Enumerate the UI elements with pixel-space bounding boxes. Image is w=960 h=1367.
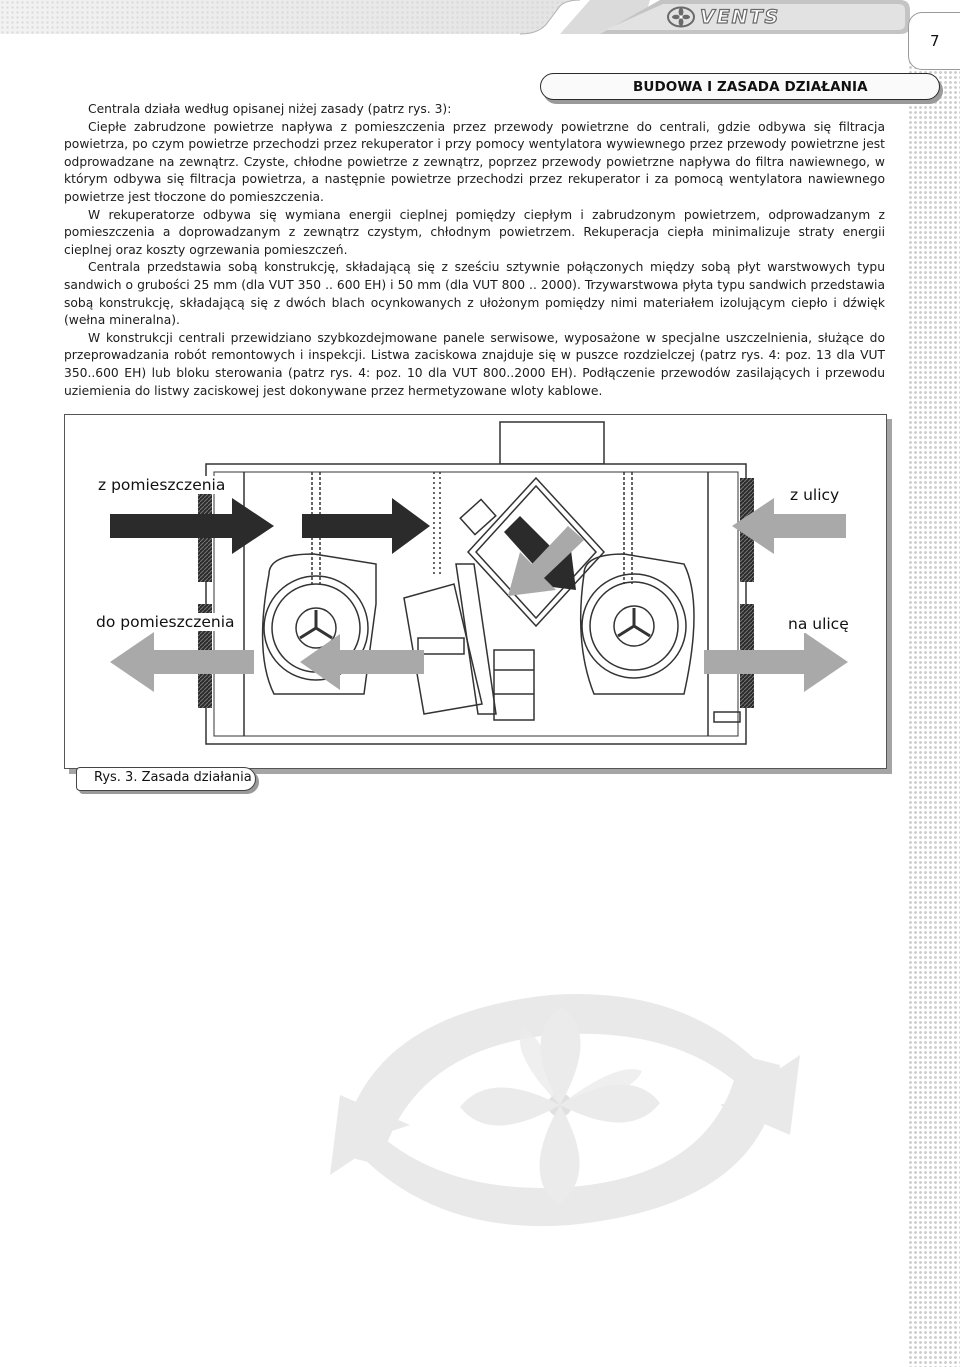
paragraph-intro: Centrala działa według opisanej niżej zasady (patrz rys. 3): <box>88 102 452 116</box>
label-from-street: z ulicy <box>790 486 840 504</box>
operating-principle-diagram <box>64 414 887 769</box>
right-dot-column <box>908 60 960 1367</box>
fan-logo-icon <box>666 6 696 28</box>
fan-watermark-icon <box>300 955 820 1255</box>
paragraph-service-panels: W konstrukcji centrali przewidziano szybkozdejmowane panele serwisowe, wyposażone w specjalne uszczelnienia, służące do przeprowadzania robót remontowych i inspekcji. Listwa zaciskowa znajduje się w puszce rozdzielczej (patrz rys. 4: poz. 13 dla VUT 350..600 EH) lub bloku sterowania (patrz rys. 4: poz. 10 dla VUT 800..2000 EH). Podłączenie przewodów zasilających i przewodu uziemienia do listwy zaciskowej jest dokonywane przez hermetyzowane wloty kablowe. <box>64 330 885 398</box>
brand-logo <box>664 6 820 28</box>
figure-caption: Rys. 3. Zasada działania <box>94 770 252 785</box>
label-to-room: do pomieszczenia <box>96 613 235 631</box>
paragraph-recuperator: W rekuperatorze odbywa się wymiana energii cieplnej pomiędzy ciepłym i zabrudzonym powietrzem, odprowadzanym z pomieszczenia a doprowadzanym z zewnątrz czystym, chłodnym powietrzem. Rekuperacja ciepła minimalizuje straty energii cieplnej oraz koszty ogrzewania pomieszczeń. <box>64 207 885 257</box>
section-title: BUDOWA I ZASADA DZIAŁANIA <box>633 79 868 95</box>
brand-name: VENTS <box>700 6 781 28</box>
paragraph-construction: Centrala przedstawia sobą konstrukcję, składającą się z sześciu sztywnie połączonych między sobą płyt warstwowych typu sandwich o grubości 25 mm (dla VUT 350 .. 600 EH) i 50 mm (dla VUT 800 .. 2000). Trzywarstwowa płyta typu sandwich przedstawia sobą konstrukcję, składającą się z dwóch blach ocynkowanych z ułożonym pomiędzy nimi materiałem izolującym ciepło i dźwięk (wełna mineralna). <box>64 260 885 328</box>
top-connection-box <box>500 422 604 464</box>
page-number: 7 <box>930 32 940 50</box>
body-text <box>64 101 885 400</box>
label-to-street: na ulicę <box>788 615 849 633</box>
label-from-room: z pomieszczenia <box>98 476 226 494</box>
paragraph-airflow: Ciepłe zabrudzone powietrze napływa z pomieszczenia przez przewody powietrzne do centrali, gdzie odbywa się filtracja powietrza, po czym powietrze przechodzi przez rekuperator i przy pomocy wentylatora wywiewnego przez przewody powietrzne jest odprowadzane na zewnątrz. Czyste, chłodne powietrze z zewnątrz, poprzez przewody powietrzne napływa do filtra nawiewnego, w którym odbywa się filtracja powietrza, a następnie powietrze przechodzi przez rekuperator i za pomocą wentylatora nawiewnego powietrze jest tłoczone do pomieszczenia. <box>64 119 885 204</box>
